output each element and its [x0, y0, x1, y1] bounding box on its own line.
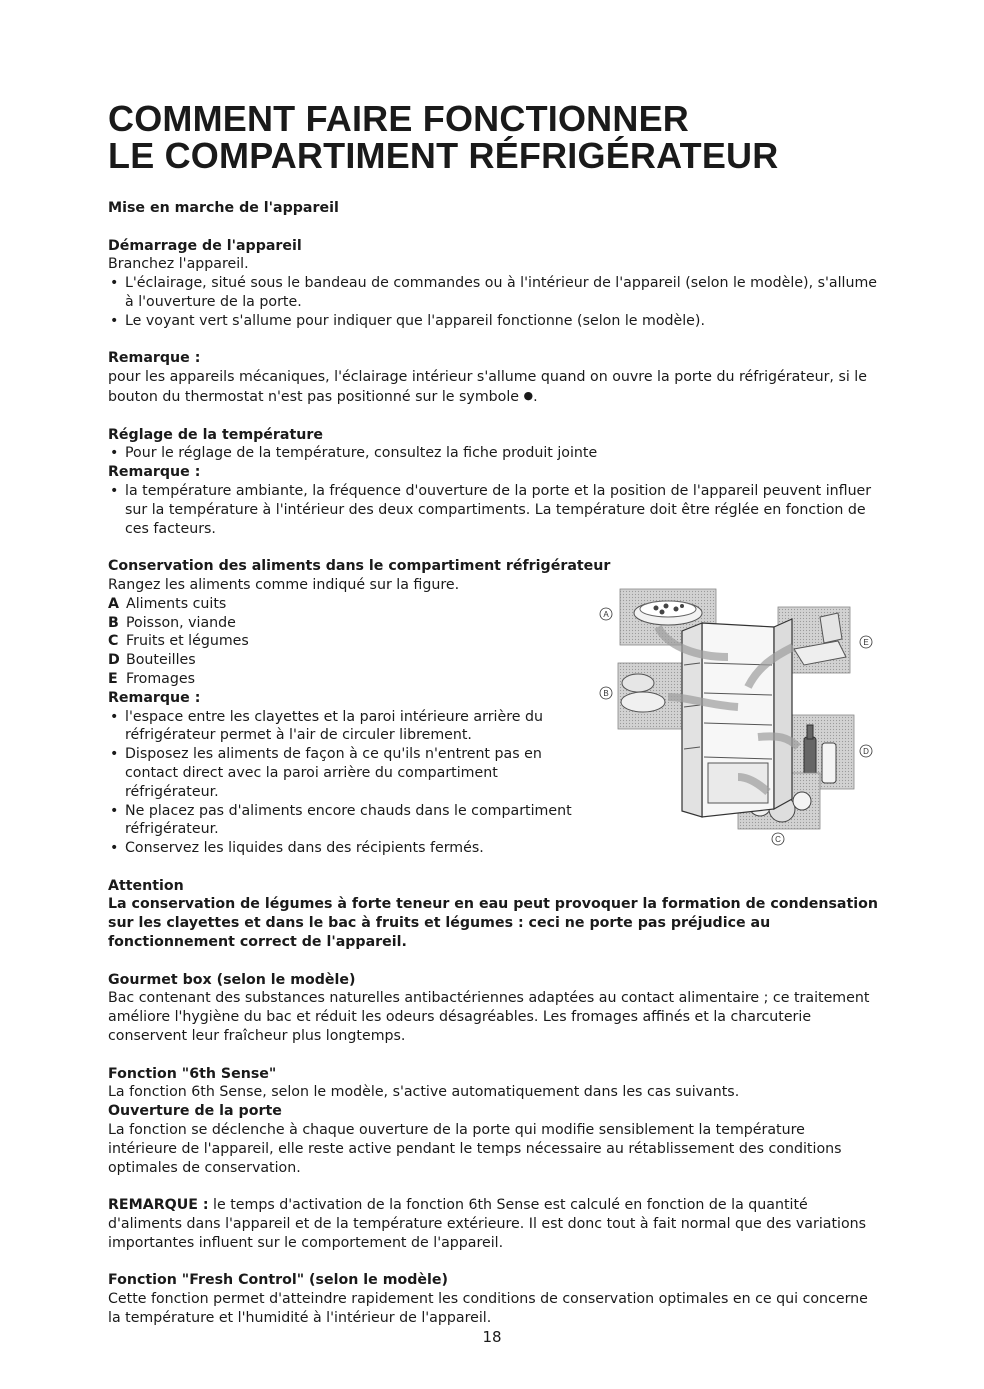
- storage-heading: Conservation des aliments dans le compartiment réfrigérateur: [108, 558, 611, 575]
- demarrage-heading: Démarrage de l'appareil: [108, 237, 302, 254]
- page-title: [108, 100, 878, 174]
- demarrage-section: [108, 237, 878, 331]
- fridge-illustration-icon: [598, 587, 880, 849]
- page-body: [108, 199, 878, 1328]
- list-item: • Conservez les liquides dans des récipients fermés.: [108, 839, 578, 858]
- figure-label-a: A: [603, 610, 609, 620]
- sixth-sense-text: La fonction 6th Sense, selon le modèle, s'active automatiquement dans les cas suivants.: [108, 1084, 740, 1101]
- note1-end: .: [533, 388, 538, 405]
- door-opening-text: La fonction se déclenche à chaque ouverture de la porte qui modifie sensiblement la température intérieure de l'appareil, elle reste active pendant le temps nécessaire au rétablissement des conditions optimales de conservation.: [108, 1122, 842, 1176]
- list-item: • l'espace entre les clayettes et la paroi intérieure arrière du réfrigérateur permet à l'air de circuler librement.: [108, 708, 578, 746]
- storage-left-column: [108, 576, 578, 858]
- sixth-sense-section: [108, 1065, 878, 1178]
- storage-key: C: [108, 633, 119, 650]
- manual-page: [108, 100, 878, 1328]
- remarque-caps-text: le temps d'activation de la fonction 6th Sense est calculé en fonction de la quantité d'aliments dans l'appareil et de la température extérieure. Il est donc tout à fait normal que des variations importantes influent sur le comportement de l'appareil.: [108, 1197, 867, 1251]
- thermostat-symbol-icon: ●: [523, 388, 534, 402]
- note1-paragraph: [108, 368, 878, 407]
- figure-label-d: D: [863, 747, 869, 757]
- storage-key: D: [108, 652, 120, 669]
- storage-item-b: [108, 614, 578, 633]
- startup-section: [108, 199, 878, 218]
- page-number: 18: [482, 1328, 502, 1346]
- list-item: • Ne placez pas d'aliments encore chauds dans le compartiment réfrigérateur.: [108, 802, 578, 840]
- storage-key: B: [108, 614, 119, 631]
- title-line-2: LE COMPARTIMENT RÉFRIGÉRATEUR: [108, 135, 779, 176]
- remarque-caps-label: REMARQUE :: [108, 1197, 209, 1214]
- storage-label: Fromages: [126, 670, 195, 687]
- storage-label: Fruits et légumes: [126, 633, 249, 650]
- demarrage-intro: Branchez l'appareil.: [108, 256, 249, 273]
- startup-heading: Mise en marche de l'appareil: [108, 200, 339, 216]
- attention-heading: Attention: [108, 877, 184, 894]
- list-item: • Disposez les aliments de façon à ce qu'ils n'entrent pas en contact direct avec la paroi arrière du compartiment réfrigérateur.: [108, 745, 578, 801]
- storage-key: A: [108, 595, 119, 612]
- storage-note-bullets: [108, 708, 578, 858]
- list-item: • Pour le réglage de la température, consultez la fiche produit jointe: [108, 444, 878, 463]
- storage-item-c: [108, 632, 578, 651]
- temperature-bullets: [108, 444, 878, 463]
- temperature-note-bullets: [108, 482, 878, 538]
- title-line-1: COMMENT FAIRE FONCTIONNER: [108, 98, 689, 139]
- storage-label: Bouteilles: [126, 652, 196, 669]
- note1-section: [108, 349, 878, 406]
- storage-intro: Rangez les aliments comme indiqué sur la figure.: [108, 576, 460, 593]
- storage-section: [108, 557, 878, 858]
- fresh-control-heading: Fonction "Fresh Control" (selon le modèle): [108, 1272, 448, 1289]
- storage-label: Poisson, viande: [126, 614, 236, 631]
- fresh-control-section: [108, 1271, 878, 1327]
- list-item: • Le voyant vert s'allume pour indiquer que l'appareil fonctionne (selon le modèle).: [108, 312, 878, 331]
- list-item: • la température ambiante, la fréquence d'ouverture de la porte et la position de l'appareil peuvent influer sur la température à l'intérieur des deux compartiments. La température doit être réglée en fonction de ces facteurs.: [108, 482, 878, 538]
- gourmet-heading: Gourmet box (selon le modèle): [108, 971, 356, 988]
- storage-item-a: [108, 595, 578, 614]
- note1-heading: Remarque :: [108, 350, 201, 367]
- remarque-caps-paragraph: [108, 1196, 878, 1252]
- figure-label-e: E: [863, 638, 869, 648]
- storage-item-e: [108, 670, 578, 689]
- remarque-caps-section: [108, 1196, 878, 1252]
- storage-note-heading: Remarque :: [108, 689, 201, 706]
- attention-text: La conservation de légumes à forte teneur en eau peut provoquer la formation de condensation sur les clayettes et dans le bac à fruits et légumes : ceci ne porte pas préjudice au fonctionnement correct de l'appareil.: [108, 896, 878, 951]
- fridge-storage-figure: [598, 587, 880, 849]
- temperature-note-heading: Remarque :: [108, 464, 201, 481]
- gourmet-text: Bac contenant des substances naturelles antibactériennes adaptées au contact alimentaire ; ce traitement améliore l'hygiène du bac et réduit les odeurs désagréables. Les fromages affinés et la charcuterie conservent leur fraîcheur plus longtemps.: [108, 990, 870, 1045]
- storage-label: Aliments cuits: [126, 595, 227, 612]
- demarrage-bullets: [108, 274, 878, 330]
- storage-key: E: [108, 670, 118, 687]
- note1-text: pour les appareils mécaniques, l'éclairage intérieur s'allume quand on ouvre la porte du réfrigérateur, si le bouton du thermostat n'est pas positionné sur le symbole: [108, 369, 867, 405]
- temperature-section: [108, 426, 878, 539]
- storage-item-d: [108, 651, 578, 670]
- temperature-heading: Réglage de la température: [108, 426, 323, 443]
- attention-section: [108, 877, 878, 952]
- fresh-control-text: Cette fonction permet d'atteindre rapidement les conditions de conservation optimales en ce qui concerne la température et l'humidité à l'intérieur de l'appareil.: [108, 1291, 868, 1327]
- figure-label-b: B: [603, 689, 609, 699]
- figure-label-c: C: [775, 835, 781, 845]
- list-item: • L'éclairage, situé sous le bandeau de commandes ou à l'intérieur de l'appareil (selon le modèle), s'allume à l'ouverture de la porte.: [108, 274, 878, 312]
- door-opening-heading: Ouverture de la porte: [108, 1103, 282, 1120]
- sixth-sense-heading: Fonction "6th Sense": [108, 1065, 277, 1082]
- gourmet-section: [108, 971, 878, 1046]
